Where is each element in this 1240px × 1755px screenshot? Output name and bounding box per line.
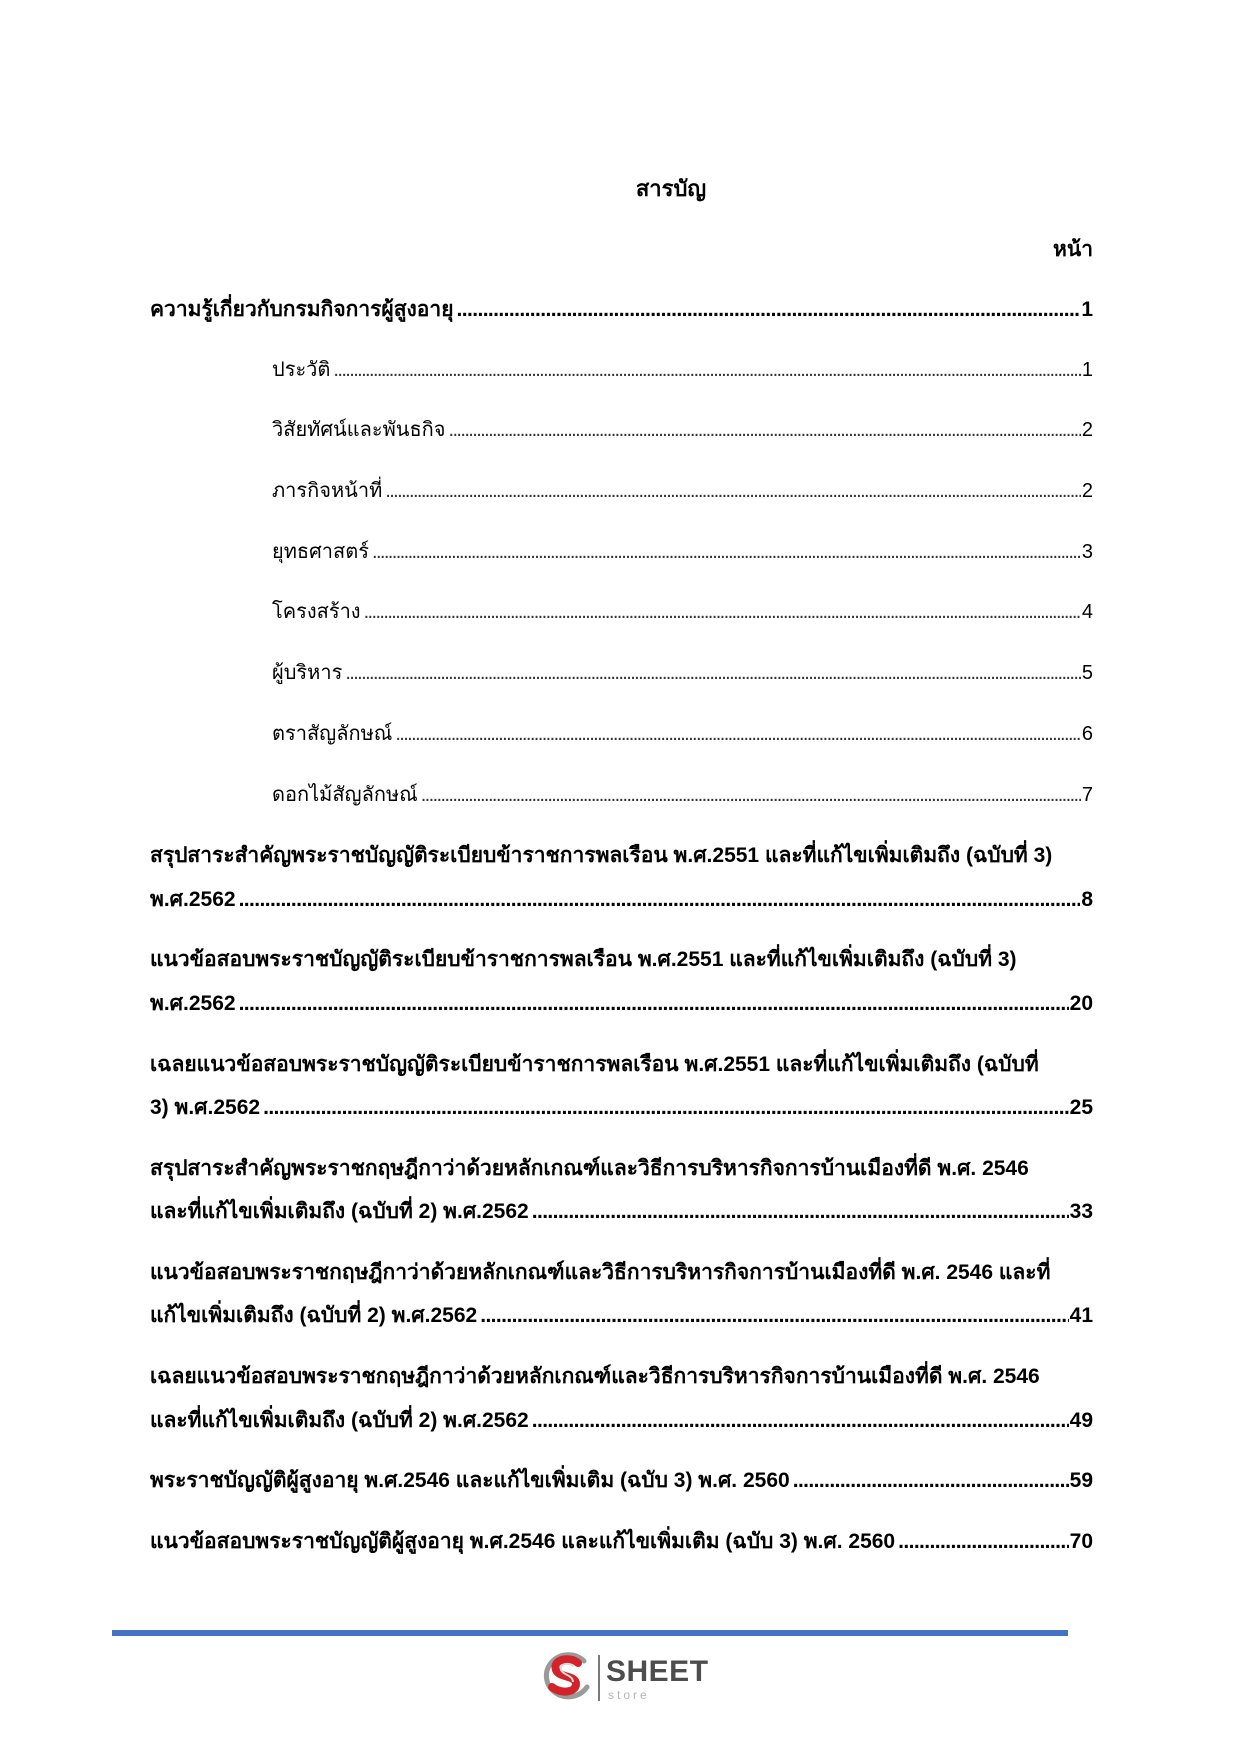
toc-entry (150, 1459, 1093, 1503)
toc-entry-line (272, 409, 1093, 453)
toc-page-number: 25 (1069, 1096, 1093, 1120)
toc-page-number: 5 (1081, 662, 1093, 685)
dot-leader (369, 531, 1081, 575)
toc-entry-title: เฉลยแนวข้อสอบพระราชบัญญัติระเบียบข้าราชการพลเรือน พ.ศ.2551 และที่แก้ไขเพิ่มเติมถึง (ฉบับที่ (150, 1052, 1039, 1076)
toc-entry-title: พระราชบัญญัติผู้สูงอายุ พ.ศ.2546 และแก้ไขเพิ่มเติม (ฉบับ 3) พ.ศ. 2560 (150, 1469, 790, 1493)
dot-leader (454, 288, 1081, 332)
toc-entry (150, 288, 1093, 332)
toc-entry-title: ความรู้เกี่ยวกับกรมกิจการผู้สูงอายุ (150, 298, 454, 321)
dot-leader (361, 591, 1081, 635)
toc-entry-title: เฉลยแนวข้อสอบพระราชกฤษฎีกาว่าด้วยหลักเกณฑ์และวิธีการบริหารกิจการบ้านเมืองที่ดี พ.ศ. 2546 (150, 1365, 1040, 1389)
toc-entry-line (272, 470, 1093, 514)
footer-logo (540, 1650, 712, 1706)
toc-entry-line (150, 982, 1093, 1026)
toc-page-number: 7 (1081, 783, 1093, 806)
dot-leader (790, 1459, 1069, 1503)
toc-entry-title: แนวข้อสอบพระราชกฤษฎีกาว่าด้วยหลักเกณฑ์และวิธีการบริหารกิจการบ้านเมืองที่ดี พ.ศ. 2546 และที่ (150, 1260, 1051, 1284)
toc-entry-title: โครงสร้าง (272, 601, 361, 624)
toc-entry-title: และที่แก้ไขเพิ่มเติมถึง (ฉบับที่ 2) พ.ศ.2562 (150, 1200, 529, 1224)
toc-page-number: 49 (1069, 1408, 1093, 1432)
toc-entry (150, 1355, 1093, 1442)
toc-page-number: 1 (1081, 358, 1093, 381)
toc-entry-title: แก้ไขเพิ่มเติมถึง (ฉบับที่ 2) พ.ศ.2562 (150, 1304, 478, 1328)
toc-entry (150, 938, 1093, 1025)
footer-rule (112, 1630, 1068, 1636)
toc-page-number: 20 (1069, 991, 1093, 1015)
logo-tagline: store (608, 1688, 650, 1702)
toc-entry-title: ผู้บริหาร (272, 662, 343, 685)
toc-entry (150, 1520, 1093, 1564)
toc-page-number: 3 (1081, 540, 1093, 563)
toc-subentry (150, 531, 1093, 575)
toc-entry-title: สรุปสาระสำคัญพระราชกฤษฎีกาว่าด้วยหลักเกณฑ์และวิธีการบริหารกิจการบ้านเมืองที่ดี พ.ศ. 2546 (150, 1156, 1029, 1180)
toc-entry-line (150, 1190, 1093, 1234)
toc-entry-line (150, 1520, 1093, 1564)
toc-page-number: 70 (1069, 1530, 1093, 1553)
toc-entry-title: วิสัยทัศน์และพันธกิจ (272, 419, 446, 442)
toc-entry-line (150, 1294, 1093, 1338)
toc-page-number: 2 (1081, 480, 1093, 503)
toc-subentry (150, 713, 1093, 757)
toc-entry-title: ตราสัญลักษณ์ (272, 722, 393, 745)
dot-leader (895, 1520, 1069, 1564)
toc-subentry (150, 652, 1093, 696)
logo-divider (598, 1655, 600, 1701)
dot-leader (477, 1294, 1068, 1338)
toc-entry-line (150, 1086, 1093, 1130)
dot-leader (330, 349, 1080, 393)
toc-entry-title: สรุปสาระสำคัญพระราชบัญญัติระเบียบข้าราชการพลเรือน พ.ศ.2551 และที่แก้ไขเพิ่มเติมถึง (ฉบับที่ 3) (150, 844, 1053, 868)
toc-entry-line (150, 1355, 1093, 1399)
toc-entry-title: 3) พ.ศ.2562 (150, 1096, 261, 1120)
toc-entry-title: ประวัติ (272, 358, 331, 381)
toc-subentry (150, 409, 1093, 453)
toc-entry-line (272, 349, 1093, 393)
logo-wordmark: SHEET (606, 1655, 709, 1688)
dot-leader (529, 1399, 1069, 1443)
toc-subentry (150, 774, 1093, 818)
page-title: สารบัญ (635, 176, 707, 201)
toc-subentry (150, 470, 1093, 514)
dot-leader (529, 1190, 1069, 1234)
sheet-store-logo-icon (540, 1650, 594, 1702)
toc-entry (150, 1043, 1093, 1130)
toc-entry-title: ภารกิจหน้าที่ (272, 480, 383, 503)
toc-entry-line (150, 288, 1093, 332)
toc-entry (150, 834, 1093, 921)
toc-entry-title: แนวข้อสอบพระราชบัญญัติผู้สูงอายุ พ.ศ.2546 และแก้ไขเพิ่มเติม (ฉบับ 3) พ.ศ. 2560 (150, 1530, 896, 1553)
toc-entry-line (150, 1043, 1093, 1087)
dot-leader (260, 1086, 1069, 1130)
toc-entry-line (150, 1399, 1093, 1443)
toc-entry-title: ดอกไม้สัญลักษณ์ (272, 783, 418, 806)
toc-page-number: 8 (1081, 887, 1093, 911)
toc-list (150, 288, 1093, 1581)
toc-entry-line (272, 713, 1093, 757)
toc-entry-line (272, 531, 1093, 575)
toc-entry-title: และที่แก้ไขเพิ่มเติมถึง (ฉบับที่ 2) พ.ศ.2562 (150, 1408, 529, 1432)
toc-entry (150, 1251, 1093, 1338)
toc-page-number: 33 (1069, 1200, 1093, 1224)
toc-subentry (150, 591, 1093, 635)
toc-page-number: 6 (1081, 722, 1093, 745)
toc-page-number: 1 (1081, 298, 1093, 321)
toc-entry-line (150, 1251, 1093, 1295)
toc-entry-line (150, 1147, 1093, 1191)
toc-entry-title: แนวข้อสอบพระราชบัญญัติระเบียบข้าราชการพลเรือน พ.ศ.2551 และที่แก้ไขเพิ่มเติมถึง (ฉบับที่ 3) (150, 948, 1017, 972)
toc-entry-line (150, 1459, 1093, 1503)
dot-leader (236, 982, 1069, 1026)
toc-entry-line (272, 774, 1093, 818)
dot-leader (392, 713, 1081, 757)
toc-entry-title: พ.ศ.2562 (150, 887, 236, 911)
dot-leader (418, 774, 1081, 818)
toc-page-number: 41 (1069, 1304, 1093, 1328)
toc-page-number: 2 (1081, 419, 1093, 442)
dot-leader (236, 878, 1081, 922)
toc-entry-line (272, 591, 1093, 635)
toc-entry-title: พ.ศ.2562 (150, 991, 236, 1015)
dot-leader (382, 470, 1081, 514)
toc-entry-line (150, 878, 1093, 922)
toc-entry-line (150, 938, 1093, 982)
toc-subentry (150, 349, 1093, 393)
page-column-header: หน้า (1053, 238, 1093, 261)
toc-page-number: 4 (1081, 601, 1093, 624)
toc-page-number: 59 (1069, 1469, 1093, 1493)
toc-entry-title: ยุทธศาสตร์ (272, 540, 369, 563)
dot-leader (342, 652, 1081, 696)
dot-leader (446, 409, 1081, 453)
toc-entry (150, 1147, 1093, 1234)
toc-entry-line (150, 834, 1093, 878)
toc-entry-line (272, 652, 1093, 696)
